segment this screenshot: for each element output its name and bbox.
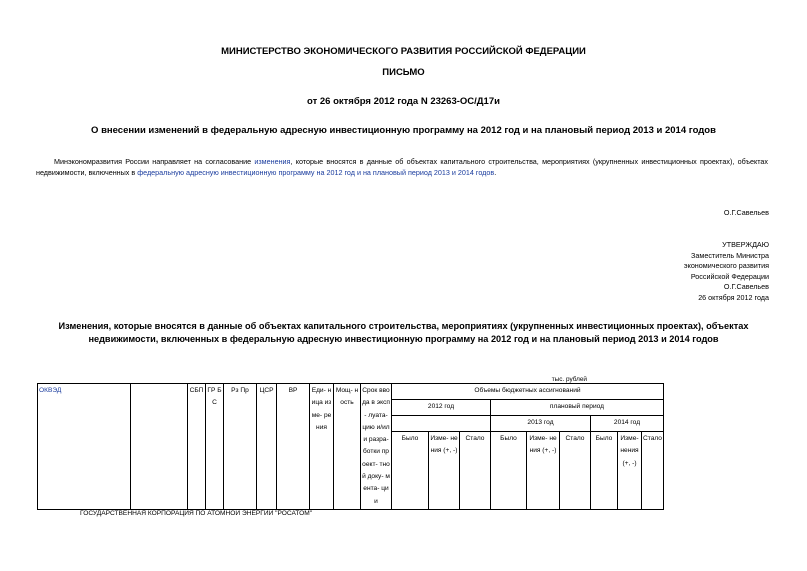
approval-line: Заместитель Министра <box>691 250 769 260</box>
table-header-cell: Изме- нения (+, -) <box>429 431 460 509</box>
table-header-cell <box>392 415 491 431</box>
signature: О.Г.Савельев <box>723 208 769 217</box>
table-header-cell: Стало <box>560 431 591 509</box>
table-header-cell: Объемы бюджетных ассигнований <box>392 384 664 400</box>
table-header-cell: 2014 год <box>591 415 664 431</box>
doc-subject: О внесении изменений в федеральную адресную инвестиционную программу на 2012 год и на плановый период 2013 и 2014 годов <box>91 125 716 136</box>
org-row-label: ГОСУДАРСТВЕННАЯ КОРПОРАЦИЯ ПО АТОМНОЙ ЭНЕРГИИ "РОСАТОМ" <box>80 510 313 517</box>
table-header-cell: 2012 год <box>392 399 491 415</box>
approval-line: УТВЕРЖДАЮ <box>722 240 769 249</box>
table-header-cell: Срок ввода в эксп- луата- цию и/или разра- ботки проект- тной доку- мента- ции <box>361 384 392 510</box>
table-header-cell: СБП <box>188 384 206 510</box>
doc-date-number: от 26 октября 2012 года N 23263-ОС/Д17и <box>307 96 500 107</box>
table-header-cell[interactable] <box>38 384 131 510</box>
table-header-cell: Стало <box>460 431 491 509</box>
table-header-cell: Изме- нения (+, -) <box>618 431 642 509</box>
table-header-cell: Рз Пр <box>224 384 257 510</box>
table-header-cell: Было <box>392 431 429 509</box>
ministry-title: МИНИСТЕРСТВО ЭКОНОМИЧЕСКОГО РАЗВИТИЯ РОССИЙСКОЙ ФЕДЕРАЦИИ <box>221 46 586 57</box>
approval-line: Российской Федерации <box>690 271 769 281</box>
table-header-cell: Было <box>591 431 618 509</box>
table-header-cell: ВР <box>277 384 310 510</box>
approval-block <box>684 240 769 303</box>
table-header-cell <box>131 384 188 510</box>
table-header-cell: Изме- нения (+, -) <box>527 431 560 509</box>
table-header-cell: Было <box>491 431 527 509</box>
link-program[interactable]: федеральную адресную инвестиционную программу на 2012 год и на плановый период 2013 и 2014 годов <box>137 168 495 177</box>
table-header-cell: плановый период <box>491 399 664 415</box>
approval-line: О.Г.Савельев <box>723 282 769 291</box>
table-header-cell: Еди- ница изме- рения <box>310 384 334 510</box>
body-text-middle: , которые вносятся в данные об объектах капитального строительства, мероприятиях (укрупненных инвестиционных проектах), объектах недвижимости, включенных в <box>36 157 768 177</box>
body-paragraph <box>36 156 768 178</box>
doc-type: ПИСЬМО <box>382 67 425 78</box>
table-header-cell: ЦСР <box>257 384 277 510</box>
okved-link[interactable]: ОКВЭД <box>39 387 62 394</box>
approval-line: экономического развития <box>683 261 769 270</box>
table-header-cell: Стало <box>642 431 664 509</box>
table-header-cell: ГР БС <box>206 384 224 510</box>
units-label: тыс. рублей <box>551 376 587 383</box>
table-header-cell: 2013 год <box>491 415 591 431</box>
changes-title: Изменения, которые вносятся в данные об объектах капитального строительства, мероприятиях (укрупненных инвестиционных проектах), объектах недвижимости, включенных в федеральную адресную инвестиционную программу на 2012 год и на плановый период 2013 и 2014 годов <box>58 321 749 344</box>
link-changes[interactable]: изменения <box>254 157 291 166</box>
body-text-start: Минэкономразвития России направляет на согласование <box>54 157 255 166</box>
table-header-cell: Мощ- ность <box>334 384 361 510</box>
body-text-end: . <box>494 168 497 177</box>
approval-line: 26 октября 2012 года <box>698 292 769 302</box>
changes-table <box>37 383 664 510</box>
